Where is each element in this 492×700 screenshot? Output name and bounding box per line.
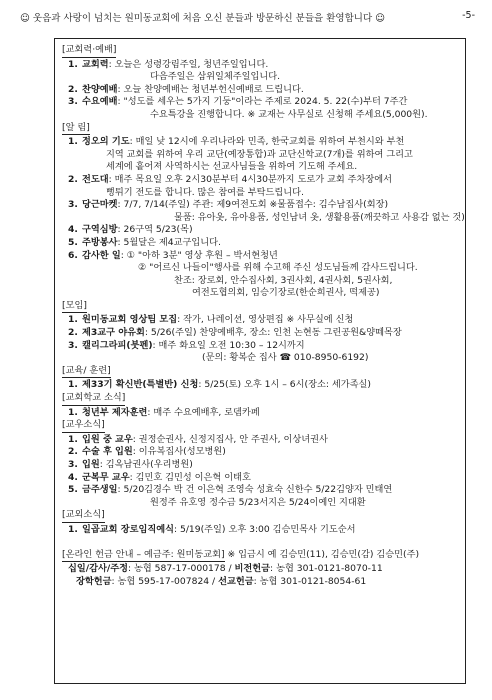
section-recruit (62, 300, 462, 365)
list-item-cont: 물품: 유아옷, 유아용품, 성인남녀 옷, 생활용품(깨끗하고 사용감 없는 것) (174, 211, 465, 223)
section-title: [교회력·예배] (62, 44, 116, 58)
list-item: 1. 원미동교회 영상팀 모집: 작가, 나레이션, 영상편집 ※ 사무실에 신청 (68, 314, 354, 326)
list-item: 1. 정오의 기도: 매일 낮 12시에 우리나라와 민족, 한국교회를 위하여 부천시와 부천 (68, 136, 405, 148)
list-item-cont: 여전도협의회, 임승기장로(한순희권사, 떡제공) (192, 287, 380, 299)
list-item: 6. 감사한 일: ① "아하 3분" 영상 후원 – 박서현청년 (68, 249, 278, 261)
list-item-cont: 세계에 흩어져 사역하시는 선교사님들을 위하여 기도해 주세요. (106, 161, 358, 173)
list-item: 2. 수술 후 입원: 이유복집사(성모병원) (68, 446, 226, 458)
list-item-cont: 뻥튀기 전도를 합니다. 많은 참여를 부탁드립니다. (106, 186, 304, 198)
page-header (20, 10, 475, 24)
section-calendar (62, 44, 462, 122)
list-item: 2. 제3교구 야유회: 5/26(주일) 찬양예배후, 장소: 인천 논현동 그린공원&양떼목장 (68, 327, 402, 339)
welcome-line: ☺ 웃음과 사랑이 넘치는 원미동교회에 처음 오신 분들과 방문하신 분들을 환영합니다 ☺ (20, 13, 386, 24)
list-item: 5. 금주생일: 5/20김경수 박 건 이은혁 조영숙 성효숙 신한수 5/22김양자 민태연 (68, 484, 393, 496)
offering-note: ※ 입금시 예 김승민(11), 김승민(감) 김승민(주) (227, 548, 420, 560)
list-item-cont: 수요특강을 진행합니다. ※ 교재는 사무실로 신청해 주세요(5,000원). (150, 108, 428, 120)
section-title: [교육/ 훈련] (62, 365, 111, 379)
section-news (62, 121, 465, 300)
list-item: 3. 당근마켓: 7/7, 7/14(주일) 주관: 제9여전도회 ※물품접수: 김수남집사(회장) (68, 199, 389, 211)
list-item: 1. 일곱교회 장로임직예식: 5/19(주일) 오후 3:00 김승민목사 기도순서 (68, 523, 356, 535)
bulletin-content (62, 44, 465, 588)
list-item-cont: ② "어르신 나들이"행사를 위해 수고해 주신 성도님들께 감사드립니다. (138, 262, 418, 274)
list-item: 1. 청년부 제자훈련: 매주 수요예배후, 로뎀카페 (68, 406, 260, 418)
offering-heading (62, 549, 462, 564)
section-title: [온라인 헌금 안내 – 예금주: 원미동교회] (62, 549, 225, 563)
list-item: 2. 전도대: 매주 목요일 오후 2시30분부터 4시30분까지 도로가 교회 주차장에서 (68, 173, 393, 185)
section-title: [교외소식] (62, 509, 105, 523)
section-title: [모임] (62, 300, 87, 314)
section-outside (62, 509, 462, 536)
list-item-cont: 다음주일은 삼위일체주일입니다. (150, 71, 281, 83)
section-title: [알 림] (62, 122, 90, 136)
list-item: 2. 찬양예배: 오늘 찬양예배는 청년부헌신예배로 드립니다. (68, 83, 304, 95)
list-item: 3. 캘리그라피(붓펜): 매주 화요일 오전 10:30 – 12시까지 (68, 339, 305, 351)
list-item-cont: 원정주 유호영 정수금 5/23서지은 5/24이예인 지대환 (150, 496, 366, 508)
list-item: 4. 군복무 교우: 김민호 김민성 이은혁 이태호 (68, 471, 251, 483)
section-offering (62, 549, 462, 589)
list-item: 3. 수요예배: "성도를 세우는 5가지 기둥"이라는 주제로 2024. 5. 22(수)부터 7주간 (68, 96, 408, 108)
list-item: 3. 입원: 김옥남권사(우리병원) (68, 459, 193, 470)
list-item: 1. 제33기 확신반(특별반) 신청: 5/25(토) 오후 1시 – 6시(장소: 세가족실) (68, 379, 371, 391)
account-row: 십일/감사/주정: 농협 587-17-000178 / 비전헌금: 농협 301-0121-8070-11 (68, 563, 383, 575)
section-title: [교우소식] (62, 419, 105, 433)
list-item-cont: 찬조: 장로회, 안수집사회, 3권사회, 4권사회, 5권사회, (174, 274, 393, 286)
section-title: [교회학교 소식] (62, 392, 125, 406)
list-item: 1. 교회력: 오늘은 성령강림주일, 청년주일입니다. (68, 58, 269, 70)
list-item-cont: (문의: 황복순 집사 ☎ 010-8950-6192) (202, 352, 369, 364)
section-school (62, 392, 462, 419)
list-item-cont: 지역 교회를 위하여 우리 교단(예장통합)과 교단신학교(7개)를 위하여 그리고 (106, 148, 413, 160)
list-item: 1. 입원 중 교우: 권정순권사, 신정지집사, 안 주권사, 이상녀권사 (68, 433, 328, 445)
account-row: 장학헌금: 농협 595-17-007824 / 선교헌금: 농협 301-0121-8054-61 (76, 575, 367, 587)
section-training (62, 365, 462, 392)
list-item: 5. 주방봉사: 5월달은 제4교구입니다. (68, 236, 221, 248)
section-members (62, 419, 462, 509)
page-number: -5- (462, 10, 475, 21)
list-item: 4. 구역심방: 26구역 5/23(목) (68, 224, 193, 236)
